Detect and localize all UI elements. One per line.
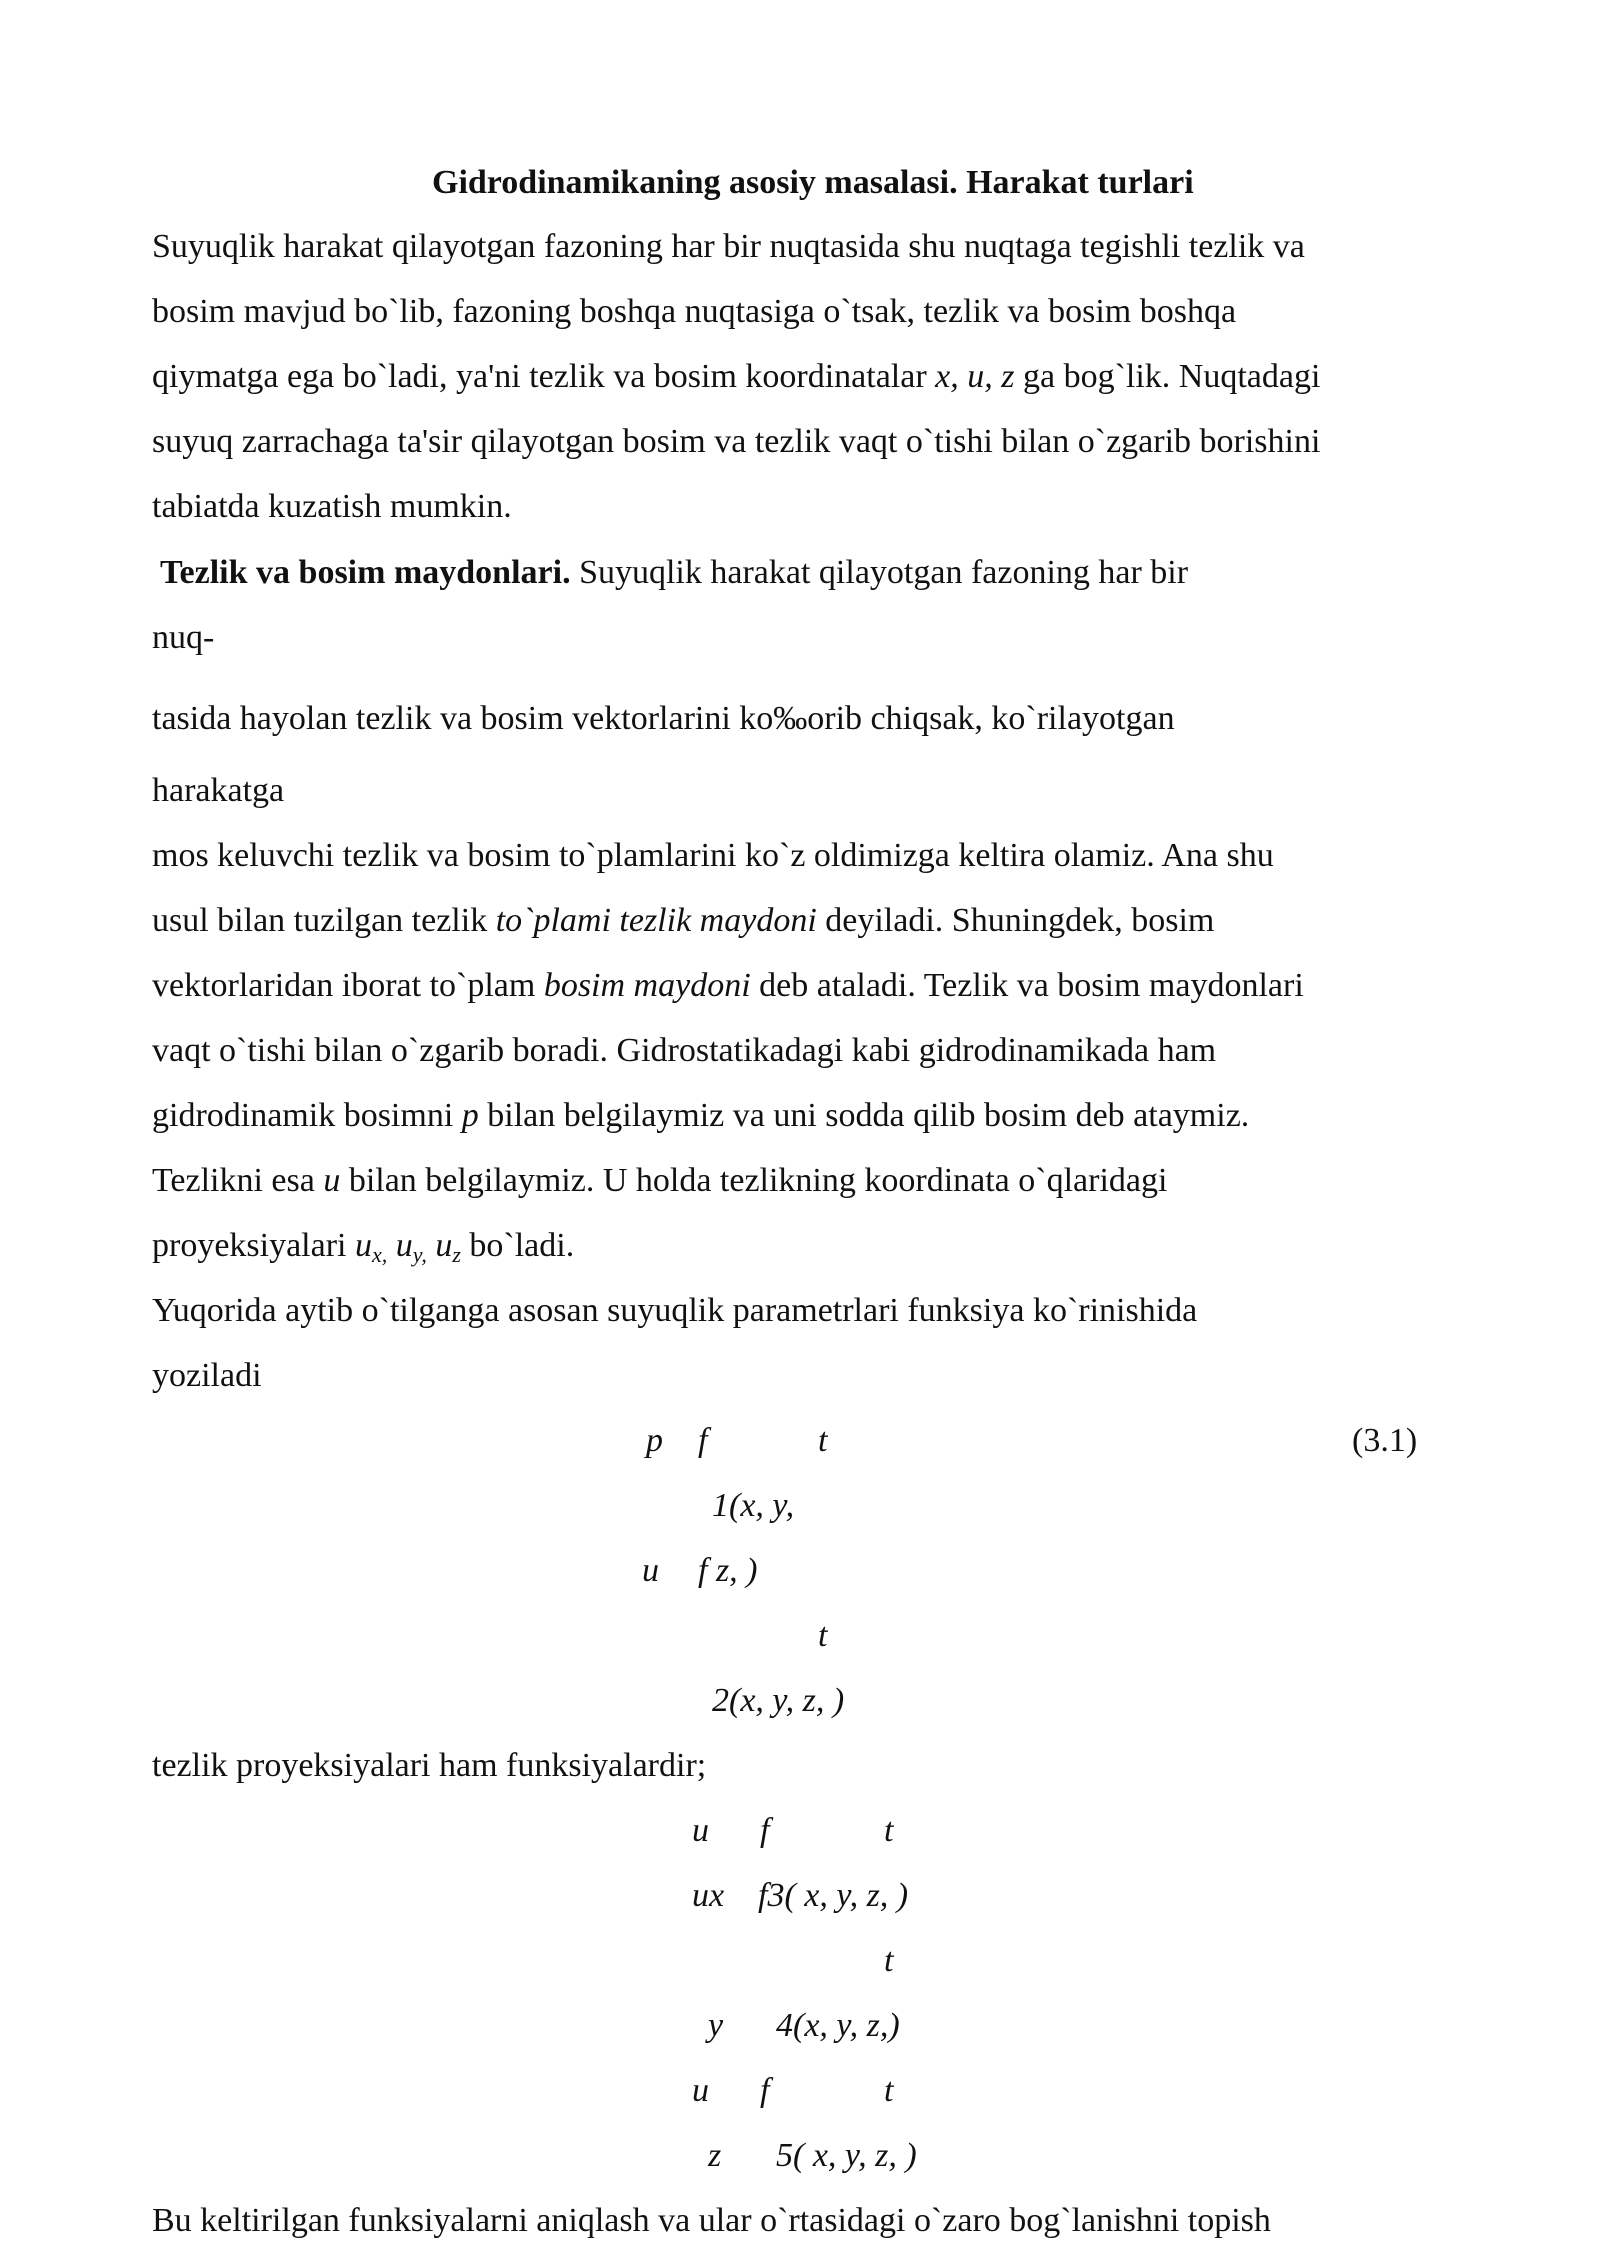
symbol-u: u <box>323 1162 341 1199</box>
symbol-u-letter: u <box>395 1227 413 1264</box>
text-run: ga bog`lik. Nuqtadagi <box>1014 358 1321 395</box>
paragraph-line: Yuqorida aytib o`tilganga asosan suyuqlik parametrlari funksiya ko`rinishida <box>152 1292 1198 1329</box>
paragraph-line: bosim mavjud bo`lib, fazoning boshqa nuqtasiga o`tsak, tezlik va bosim boshqa <box>152 293 1237 330</box>
eq2-row6: 5( x, y, z, ) <box>776 2137 917 2174</box>
symbol-uz <box>435 1227 461 1267</box>
paragraph-line: tabiatda kuzatish mumkin. <box>152 488 512 525</box>
subscript-y: y, <box>412 1242 427 1267</box>
subscript-z: z <box>452 1242 461 1267</box>
eq2-row2: f3( x, y, z, ) <box>758 1877 909 1914</box>
eq1-u: u <box>642 1552 659 1589</box>
eq2-row3-t: t <box>884 1942 894 1979</box>
text-run: deyiladi. Shuningdek, bosim <box>816 902 1215 939</box>
text-run: bo`ladi. <box>460 1227 575 1264</box>
eq2-u2: u <box>692 2072 709 2109</box>
eq2-z: z <box>708 2137 722 2174</box>
symbol-u-letter: u <box>435 1227 453 1264</box>
eq1-row4-t: t <box>818 1617 828 1654</box>
paragraph-line <box>152 900 1214 942</box>
text-run: vektorlaridan iborat to`plam <box>152 967 544 1004</box>
paragraph-line: suyuq zarrachaga ta'sir qilayotgan bosim va tezlik vaqt o`tishi bilan o`zgarib borishini <box>152 423 1321 460</box>
eq1-row3: f z, ) <box>698 1552 758 1589</box>
paragraph-line: tezlik proyeksiyalari ham funksiyalardir; <box>152 1747 707 1784</box>
eq2-y: y <box>708 2007 724 2044</box>
eq2-f: f <box>760 1812 770 1849</box>
eq1-t: t <box>818 1422 828 1459</box>
eq2-t2: t <box>884 2072 894 2109</box>
text-run: usul bilan tuzilgan tezlik <box>152 902 496 939</box>
symbol-p: p <box>461 1097 479 1134</box>
paragraph-line: harakatga <box>152 772 285 809</box>
symbol-ux <box>355 1227 388 1267</box>
symbol-u-letter: u <box>355 1227 372 1264</box>
eq1-row5: 2(x, y, z, ) <box>712 1682 845 1719</box>
equation-number: (3.1) <box>1352 1422 1418 1459</box>
paragraph-line: mos keluvchi tezlik va bosim to`plamlarini ko`z oldimizga keltira olamiz. Ana shu <box>152 837 1274 874</box>
text-run: bilan belgilaymiz. U holda tezlikning koordinata o`qlaridagi <box>340 1162 1168 1199</box>
text-run: Tezlikni esa <box>152 1162 324 1199</box>
eq1-p: p <box>646 1422 663 1459</box>
eq2-t: t <box>884 1812 894 1849</box>
term-italic: bosim maydoni <box>543 967 751 1004</box>
paragraph-line: Bu keltirilgan funksiyalarni aniqlash va ular o`rtasidagi o`zaro bog`lanishni topish <box>152 2202 1271 2239</box>
eq2-f2: f <box>760 2072 770 2109</box>
eq1-f: f <box>698 1422 708 1459</box>
paragraph-line <box>152 965 1304 1007</box>
paragraph-line <box>152 1225 574 1276</box>
eq1-row2: 1(x, y, <box>712 1487 795 1524</box>
eq2-ux: ux <box>692 1877 725 1914</box>
text-run: proyeksiyalari <box>152 1227 355 1264</box>
symbol-uy <box>395 1227 427 1267</box>
paragraph-line: nuq- <box>152 619 215 656</box>
coordinate-symbols: x, u, z <box>935 358 1015 395</box>
text-run: qiymatga ega bo`ladi, ya'ni tezlik va bosim koordinatalar <box>152 358 936 395</box>
eq2-row4: 4(x, y, z,) <box>776 2007 900 2044</box>
paragraph-line: tasida hayolan tezlik va bosim vektorlarini ko‰orib chiqsak, ko`rilayotgan <box>152 700 1175 737</box>
text-run: bilan belgilaymiz va uni sodda qilib bosim deb ataymiz. <box>478 1097 1250 1134</box>
text-run: deb ataladi. Tezlik va bosim maydonlari <box>750 967 1304 1004</box>
term-italic: to`plami tezlik maydoni <box>495 902 817 939</box>
paragraph-line <box>152 356 1320 398</box>
page-title: Gidrodinamikaning asosiy masalasi. Harakat turlari <box>432 164 1194 201</box>
paragraph-line: vaqt o`tishi bilan o`zgarib boradi. Gidrostatikadagi kabi gidrodinamikada ham <box>152 1032 1217 1069</box>
eq2-u: u <box>692 1812 709 1849</box>
paragraph-line <box>160 552 1188 594</box>
paragraph-line <box>152 1095 1249 1137</box>
section-heading: Tezlik va bosim maydonlari. <box>160 554 571 591</box>
paragraph-line: yoziladi <box>152 1357 262 1394</box>
text-run: Suyuqlik harakat qilayotgan fazoning har bir <box>570 554 1189 591</box>
paragraph-line: Suyuqlik harakat qilayotgan fazoning har bir nuqtasida shu nuqtaga tegishli tezlik va <box>152 228 1305 265</box>
subscript-x: x, <box>372 1242 388 1267</box>
paragraph-line <box>152 1160 1167 1202</box>
text-run: gidrodinamik bosimni <box>152 1097 462 1134</box>
